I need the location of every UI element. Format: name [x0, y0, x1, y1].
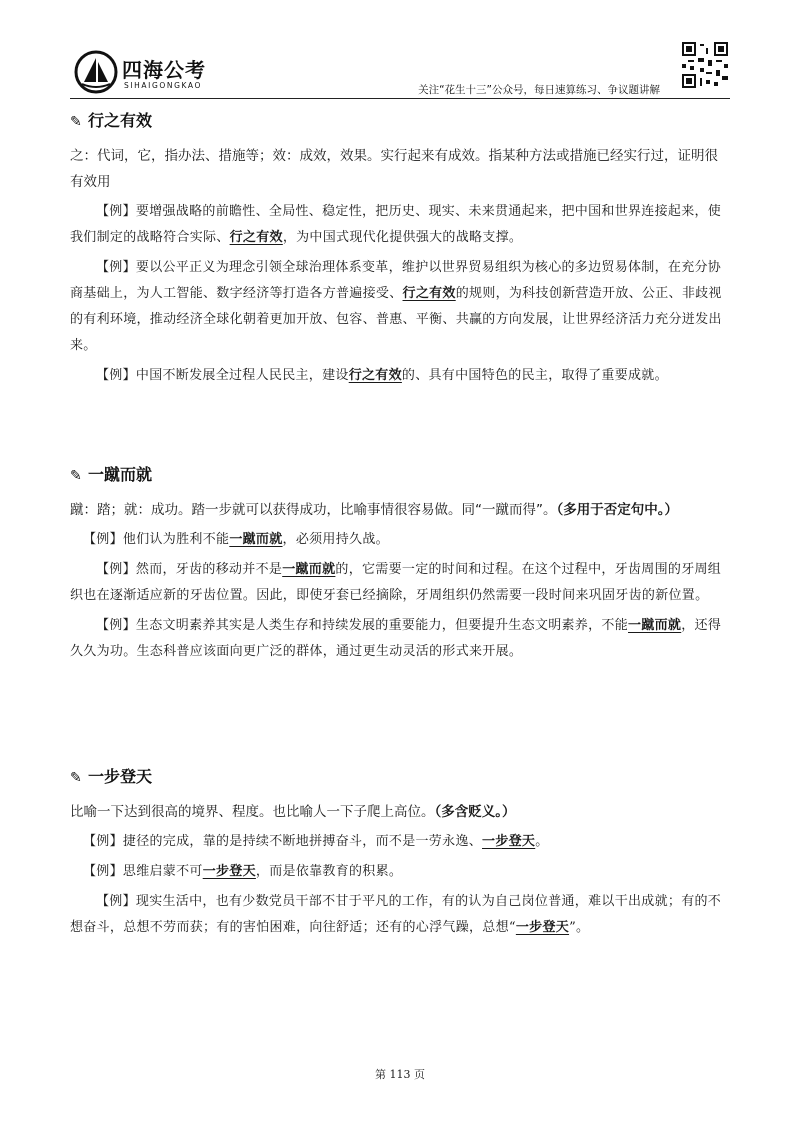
header-tagline: 关注“花生十三”公众号，每日速算练习、争议题讲解: [418, 84, 660, 96]
page-number: 第 113 页: [375, 1068, 425, 1081]
logo-subtext: SIHAIGONGKAO: [124, 81, 202, 90]
highlighted-idiom: 一步登天: [202, 864, 256, 879]
example-sentence: 【例】思维启蒙不可一步登天，而是依靠教育的积累。: [83, 864, 403, 879]
highlighted-idiom: 行之有效: [402, 286, 456, 301]
usage-note: （多用于否定句中。）: [556, 502, 678, 518]
qr-code-icon: [680, 40, 730, 90]
logo-text: 四海公考: [122, 58, 206, 82]
logo: [74, 50, 234, 96]
idiom-title: ✎ 一步登天: [70, 767, 153, 786]
pen-icon: ✎: [70, 468, 82, 484]
example-sentence: 【例】中国不断发展全过程人民民主，建设行之有效的、具有中国特色的民主，取得了重要成就。: [96, 368, 668, 383]
highlighted-idiom: 行之有效: [348, 368, 402, 383]
idiom-section: [70, 462, 730, 665]
example-sentence: 【例】生态文明素养其实是人类生存和持续发展的重要能力，但要提升生态文明素养，不能一蹴而就，还得久久为功。生态科普应该面向更广泛的群体，通过更生动灵活的形式来开展。: [70, 618, 722, 659]
idiom-definition: 比喻一下达到很高的境界、程度。也比喻人一下子爬上高位。（多含贬义。）: [70, 804, 516, 820]
page-header: [70, 40, 730, 102]
idiom-title: ✎ 一蹴而就: [70, 465, 153, 484]
idiom-title: ✎ 行之有效: [70, 111, 153, 130]
example-sentence: 【例】他们认为胜利不能一蹴而就，必须用持久战。: [83, 532, 389, 547]
sailboat-logo-icon: [74, 50, 118, 94]
highlighted-idiom: 一步登天: [482, 834, 536, 849]
highlighted-idiom: 行之有效: [229, 230, 283, 245]
example-sentence: 【例】捷径的完成，靠的是持续不断地拼搏奋斗，而不是一劳永逸、一步登天。: [83, 834, 549, 849]
highlighted-idiom: 一蹴而就: [282, 562, 336, 577]
highlighted-idiom: 一步登天: [515, 920, 570, 935]
idiom-section: [70, 764, 730, 941]
highlighted-idiom: 一蹴而就: [229, 532, 283, 547]
example-sentence: 【例】要以公平正义为理念引领全球治理体系变革，维护以世界贸易组织为核心的多边贸易体制，在充分协商基础上，为人工智能、数字经济等打造各方普遍接受、行之有效的规则，为科技创新营造开放、公正、非歧视的有利环境，推动经济全球化朝着更加开放、包容、普惠、平衡、共赢的方向发展，让世界经济活力充分迸发出来。: [70, 260, 722, 353]
usage-note: （多含贬义。）: [434, 804, 516, 820]
idiom-section: [70, 108, 730, 389]
example-sentence: 【例】然而，牙齿的移动并不是一蹴而就的，它需要一定的时间和过程。在这个过程中，牙齿周围的牙周组织也在逐渐适应新的牙齿位置。因此，即使牙套已经摘除，牙周组织仍然需要一段时间来巩固牙齿的新位置。: [70, 562, 722, 603]
pen-icon: ✎: [70, 114, 82, 130]
idiom-definition: 之：代词，它，指办法、措施等；效：成效，效果。实行起来有成效。指某种方法或措施已经实行过，证明很有效用: [70, 148, 718, 190]
highlighted-idiom: 一蹴而就: [628, 618, 682, 633]
idiom-definition: 蹴：踏；就：成功。踏一步就可以获得成功，比喻事情很容易做。同“一蹴而得”。（多用于否定句中。）: [70, 502, 678, 518]
example-sentence: 【例】要增强战略的前瞻性、全局性、稳定性，把历史、现实、未来贯通起来，把中国和世界连接起来，使我们制定的战略符合实际、行之有效，为中国式现代化提供强大的战略支撑。: [70, 204, 722, 245]
header-rule: [70, 98, 730, 99]
example-sentence: 【例】现实生活中，也有少数党员干部不甘于平凡的工作，有的认为自己岗位普通，难以干出成就；有的不想奋斗，总想不劳而获；有的害怕困难，向往舒适；还有的心浮气躁，总想“一步登天”。: [70, 894, 722, 935]
pen-icon: ✎: [70, 770, 82, 786]
